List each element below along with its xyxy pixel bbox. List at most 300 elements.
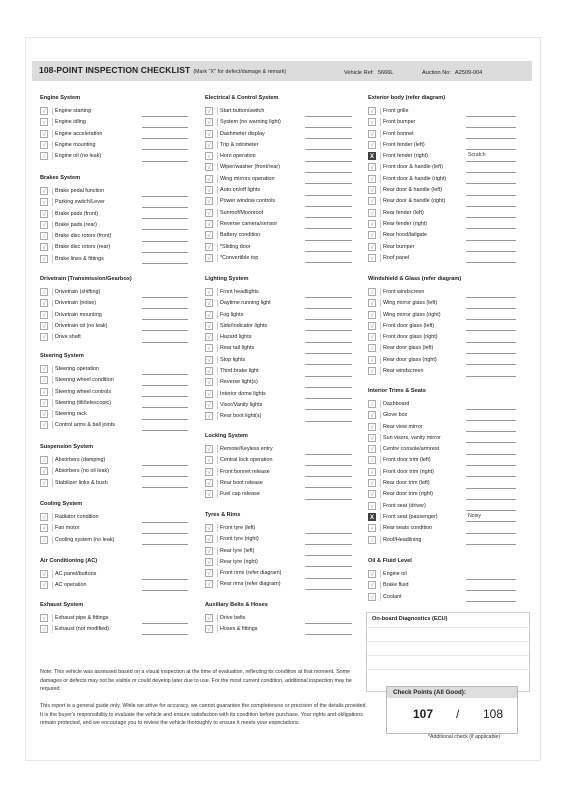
checklist-row (205, 557, 365, 568)
check-mark[interactable]: √ (40, 322, 48, 330)
item-label: Drivetrain (noise) (52, 299, 96, 307)
item-label: Brake pads (front) (52, 210, 98, 218)
check-mark[interactable]: √ (40, 513, 48, 521)
check-mark[interactable]: √ (368, 524, 376, 532)
checklist-row (368, 242, 528, 253)
check-mark[interactable]: √ (368, 536, 376, 544)
item-label: Drivetrain (shifting) (52, 288, 100, 296)
item-label: Rear fender (left) (380, 209, 424, 217)
check-mark[interactable]: √ (205, 107, 213, 115)
remark-line[interactable] (142, 544, 188, 545)
item-label: Front door trim (left) (380, 456, 431, 464)
check-mark[interactable]: √ (40, 288, 48, 296)
remark-line[interactable] (142, 634, 188, 635)
checklist-row (40, 310, 200, 321)
check-mark[interactable]: √ (205, 243, 213, 251)
item-label: Rear door trim (left) (380, 479, 430, 487)
inspection-note: Note: This vehicle was assessed based on a visual inspection at the time of evaluation, reflecting its condition at that moment. Some damages or defects may not be visible or could develop later due to use. For the most current condition, additional inspection may be required. (40, 669, 352, 693)
check-mark[interactable]: √ (205, 456, 213, 464)
check-mark[interactable]: √ (205, 412, 213, 420)
remark-line[interactable] (305, 262, 352, 263)
checklist-row (368, 298, 528, 309)
item-label: Centre console/armrest (380, 445, 439, 453)
checklist-row (368, 433, 528, 444)
checklist-row (205, 230, 365, 241)
checklist-row (40, 332, 200, 343)
item-label: Rear tail lights (217, 344, 254, 352)
check-mark[interactable]: √ (40, 130, 48, 138)
check-mark[interactable]: √ (205, 141, 213, 149)
checklist-row (40, 186, 200, 197)
item-label: Reverse camera/sensor (217, 220, 277, 228)
checklist-row (368, 140, 528, 151)
section-title: Exhaust System (40, 602, 84, 608)
section-title: Engine System (40, 95, 81, 101)
check-mark[interactable]: √ (40, 421, 48, 429)
item-label: Steering operation (52, 365, 99, 373)
checklist-row (40, 364, 200, 375)
check-mark[interactable]: √ (40, 152, 48, 160)
checklist-row (205, 389, 365, 400)
check-mark[interactable]: √ (368, 118, 376, 126)
item-label: Power window controls (217, 197, 275, 205)
check-mark[interactable]: √ (205, 299, 213, 307)
check-mark[interactable]: √ (368, 175, 376, 183)
item-label: *Sliding door (217, 243, 251, 251)
checklist-row (205, 444, 365, 455)
item-label: Front tyre (right) (217, 535, 259, 543)
check-mark[interactable]: √ (40, 467, 48, 475)
item-label: Rear door glass (left) (380, 344, 433, 352)
checklist-row (205, 568, 365, 579)
item-label: Roof panel (380, 254, 409, 262)
checklist-row (40, 140, 200, 151)
item-label: Sun visors, vanity mirror (380, 434, 441, 442)
check-mark[interactable]: √ (368, 490, 376, 498)
check-mark[interactable]: √ (205, 569, 213, 577)
check-mark[interactable]: √ (368, 502, 376, 510)
check-mark[interactable]: √ (40, 221, 48, 229)
check-mark[interactable]: √ (205, 490, 213, 498)
checklist-row (368, 592, 528, 603)
remark-line[interactable] (305, 634, 352, 635)
checklist-row (40, 106, 200, 117)
checklist-section (40, 275, 200, 343)
auction-no-value: A2509-004 (454, 70, 483, 76)
check-mark[interactable]: √ (40, 365, 48, 373)
item-label: Central lock operation (217, 456, 272, 464)
checklist-row (368, 366, 528, 377)
check-mark[interactable]: √ (40, 118, 48, 126)
checklist-row (205, 411, 365, 422)
checklist-row (205, 151, 365, 162)
checklist-row (40, 613, 200, 624)
item-label: Battery condition (217, 231, 260, 239)
item-label: Rear hood/tailgate (380, 231, 427, 239)
checklist-row (40, 375, 200, 386)
check-mark[interactable]: √ (368, 356, 376, 364)
check-mark[interactable]: √ (40, 614, 48, 622)
item-label: Wing mirror glass (left) (380, 299, 437, 307)
item-label: Engine acceleration (52, 130, 102, 138)
checklist-row (205, 546, 365, 557)
checklist-section (205, 601, 365, 636)
item-label: Fuel cap release (217, 490, 260, 498)
check-mark[interactable]: √ (368, 231, 376, 239)
item-label: Rear bumper (380, 243, 414, 251)
checklist-row (40, 209, 200, 220)
section-title: Steering System (40, 353, 84, 359)
item-label: Stop lights (217, 356, 245, 364)
check-mark[interactable]: √ (368, 322, 376, 330)
check-mark[interactable]: √ (368, 593, 376, 601)
remark-line[interactable] (142, 590, 188, 591)
checklist-section (40, 601, 200, 636)
section-title: Windshield & Glass (refer diagram) (368, 276, 462, 282)
item-label: Wiper/washer (front/rear) (217, 163, 280, 171)
check-mark[interactable]: √ (368, 299, 376, 307)
check-mark[interactable]: √ (205, 625, 213, 633)
item-label: Brake disc rotors (front) (52, 232, 111, 240)
item-label: Rear door & handle (left) (380, 186, 442, 194)
checklist-section (205, 94, 365, 264)
check-mark[interactable]: √ (368, 130, 376, 138)
item-label: Drivetrain oil (no leak) (52, 322, 107, 330)
check-mark[interactable]: √ (368, 107, 376, 115)
check-mark[interactable]: √ (40, 187, 48, 195)
item-label: Brake disc rotors (rear) (52, 243, 110, 251)
item-label: Exhaust pipe & fittings (52, 614, 108, 622)
check-mark[interactable]: √ (368, 333, 376, 341)
check-mark[interactable]: √ (40, 311, 48, 319)
item-label: Dashmeter display (217, 130, 265, 138)
defect-mark[interactable]: X (369, 154, 374, 161)
check-mark[interactable]: √ (205, 524, 213, 532)
check-points-separator: / (456, 707, 460, 721)
item-label: Front rims (refer diagram) (217, 569, 281, 577)
checklist-row (205, 253, 365, 264)
obd-divider (367, 627, 529, 628)
check-mark[interactable]: √ (368, 220, 376, 228)
check-mark[interactable]: √ (205, 558, 213, 566)
check-mark[interactable]: √ (368, 468, 376, 476)
checklist-header (32, 61, 532, 81)
item-label: Rear rims (refer diagram) (217, 580, 281, 588)
checklist-row (205, 321, 365, 332)
check-mark[interactable]: √ (40, 299, 48, 307)
item-label: Steering wheel controls (52, 388, 111, 396)
item-label: Engine starting (52, 107, 91, 115)
checklist-row (368, 196, 528, 207)
checklist-row (368, 512, 528, 523)
checklist-row (368, 478, 528, 489)
check-mark[interactable]: √ (368, 209, 376, 217)
check-mark[interactable]: √ (205, 614, 213, 622)
remark-line[interactable] (466, 544, 516, 545)
checklist-row (205, 162, 365, 173)
item-label: Rear boot light(s) (217, 412, 261, 420)
check-mark[interactable]: √ (40, 410, 48, 418)
obd-title: On-board Diagnostics (ECU) (372, 616, 448, 622)
checklist-row (368, 455, 528, 466)
checklist-row (368, 569, 528, 580)
remark-line[interactable] (142, 263, 188, 264)
checklist-row (205, 355, 365, 366)
remark-line[interactable] (142, 161, 188, 162)
checklist-row (40, 298, 200, 309)
check-mark[interactable]: √ (40, 524, 48, 532)
check-points-title: Check Points (All Good): (387, 687, 517, 698)
checklist-row (40, 220, 200, 231)
check-mark[interactable]: √ (40, 243, 48, 251)
checklist-row (40, 624, 200, 635)
checklist-section (368, 387, 528, 546)
check-mark[interactable]: √ (40, 570, 48, 578)
check-mark[interactable]: √ (205, 445, 213, 453)
checklist-row (40, 231, 200, 242)
checklist-row (368, 501, 528, 512)
item-label: Engine mounting (52, 141, 95, 149)
checklist-row (205, 613, 365, 624)
item-label: AC operation (52, 581, 86, 589)
item-label: Front bonnet release (217, 468, 270, 476)
item-label: Front door & handle (right) (380, 175, 446, 183)
item-label: Horn operation (217, 152, 256, 160)
checklist-row (368, 253, 528, 264)
section-title: Air Conditioning (AC) (40, 558, 98, 564)
item-label: Rear door trim (right) (380, 490, 433, 498)
check-mark[interactable]: √ (368, 423, 376, 431)
check-mark[interactable]: √ (205, 220, 213, 228)
item-label: Visor/Vanity lights (217, 401, 262, 409)
check-mark[interactable]: √ (40, 198, 48, 206)
check-mark[interactable]: √ (40, 581, 48, 589)
check-mark[interactable]: √ (40, 210, 48, 218)
check-points-box (386, 686, 518, 734)
checklist-title (39, 65, 286, 75)
item-label: Front windscreen (380, 288, 424, 296)
checklist-row (368, 185, 528, 196)
check-mark[interactable]: √ (40, 107, 48, 115)
checklist-row (368, 162, 528, 173)
check-mark[interactable]: √ (205, 322, 213, 330)
check-mark[interactable]: √ (40, 399, 48, 407)
obd-box (366, 612, 530, 692)
remark-line[interactable] (466, 262, 516, 263)
check-mark[interactable]: √ (368, 367, 376, 375)
check-mark[interactable]: √ (368, 434, 376, 442)
remark-line[interactable] (142, 487, 188, 488)
item-label: Trip & odometer (217, 141, 258, 149)
section-title: Cooling System (40, 501, 83, 507)
checklist-row (205, 287, 365, 298)
item-label: Rear door & handle (right) (380, 197, 445, 205)
disclaimer-note: This report is a general guide only. While we strive for accuracy, we cannot guarantee the completeness or precision of the details provided. It is the buyer's responsibility to evaluate the vehicle and ensure satisfaction with its condition before purchase. Your rights and obligations remain protected, and we encourage you to review the vehicle thoroughly to ensure it meets your expectations. (40, 703, 367, 727)
item-label: Front tyre (left) (217, 524, 255, 532)
check-mark[interactable]: √ (40, 255, 48, 263)
checklist-row (368, 106, 528, 117)
check-mark[interactable]: √ (368, 163, 376, 171)
check-mark[interactable]: √ (40, 625, 48, 633)
checklist-section (40, 443, 200, 489)
check-mark[interactable]: √ (205, 163, 213, 171)
checklist-row (205, 624, 365, 635)
check-mark[interactable]: √ (368, 411, 376, 419)
check-mark[interactable]: √ (205, 401, 213, 409)
item-label: Cooling system (no leak) (52, 536, 114, 544)
checklist-row (205, 140, 365, 151)
checklist-section (40, 500, 200, 546)
title-note: (Mark "X" for defect/damage & remark) (193, 69, 287, 75)
item-label: Steering wheel condition (52, 376, 114, 384)
checklist-row (368, 535, 528, 546)
check-mark[interactable]: √ (205, 254, 213, 262)
item-label: Parking switch/Lever (52, 198, 105, 206)
check-mark[interactable]: √ (40, 388, 48, 396)
check-mark[interactable]: √ (205, 209, 213, 217)
checklist-row (368, 208, 528, 219)
section-title: Oil & Fluid Level (368, 558, 412, 564)
item-label: Fog lights (217, 311, 243, 319)
remark-line[interactable] (305, 589, 352, 590)
check-mark[interactable]: √ (368, 400, 376, 408)
check-mark[interactable]: √ (205, 468, 213, 476)
item-label: Dashboard (380, 400, 409, 408)
check-mark[interactable]: √ (40, 536, 48, 544)
remark-line[interactable] (305, 499, 352, 500)
check-mark[interactable]: √ (205, 367, 213, 375)
item-label: Reverse light(s) (217, 378, 258, 386)
check-mark[interactable]: √ (368, 288, 376, 296)
check-mark[interactable]: √ (205, 580, 213, 588)
check-mark[interactable]: √ (205, 547, 213, 555)
item-label: Front headlights (217, 288, 259, 296)
checklist-row (368, 321, 528, 332)
check-mark[interactable]: √ (368, 479, 376, 487)
check-mark[interactable]: √ (368, 243, 376, 251)
check-mark[interactable]: √ (205, 130, 213, 138)
section-title: Lighting System (205, 276, 249, 282)
checklist-row (205, 117, 365, 128)
check-mark[interactable]: √ (40, 456, 48, 464)
check-mark[interactable]: √ (368, 254, 376, 262)
check-mark[interactable]: √ (205, 535, 213, 543)
checklist-section (368, 557, 528, 603)
checklist-row (368, 399, 528, 410)
item-label: *Convertible top (217, 254, 258, 262)
check-mark[interactable]: √ (205, 152, 213, 160)
checklist-row (205, 174, 365, 185)
item-label: Front door glass (right) (380, 333, 438, 341)
check-mark[interactable]: √ (368, 456, 376, 464)
checklist-row (205, 185, 365, 196)
checklist-row (40, 409, 200, 420)
check-mark[interactable]: √ (40, 479, 48, 487)
check-mark[interactable]: √ (368, 581, 376, 589)
checklist-section (368, 275, 528, 377)
remark-line[interactable] (142, 430, 188, 431)
checklist-row (40, 523, 200, 534)
checklist-row (205, 129, 365, 140)
checklist-row (368, 422, 528, 433)
check-mark[interactable]: √ (205, 344, 213, 352)
section-title: Locking System (205, 433, 248, 439)
item-label: Drive shaft (52, 333, 81, 341)
checklist-section (40, 352, 200, 432)
vehicle-ref-value: 5666L (377, 70, 394, 76)
item-label: Brake lines & fittings (52, 255, 104, 263)
item-label: System (no warning light) (217, 118, 281, 126)
check-mark[interactable]: √ (205, 197, 213, 205)
checklist-row (205, 534, 365, 545)
checklist-row (368, 174, 528, 185)
check-mark[interactable]: √ (40, 232, 48, 240)
item-label: Rear door glass (right) (380, 356, 437, 364)
checklist-row (368, 467, 528, 478)
check-mark[interactable]: √ (368, 141, 376, 149)
check-mark[interactable]: √ (205, 311, 213, 319)
section-title: Exterior body (refer diagram) (368, 95, 446, 101)
checklist-row (368, 444, 528, 455)
checklist-row (368, 523, 528, 534)
check-mark[interactable]: √ (205, 231, 213, 239)
item-label: Stabilizer links & bush (52, 479, 108, 487)
checklist-row (205, 196, 365, 207)
check-mark[interactable]: √ (368, 197, 376, 205)
check-mark[interactable]: √ (205, 288, 213, 296)
defect-mark[interactable]: X (369, 514, 374, 521)
section-title: Interior Trims & Seats (368, 388, 426, 394)
checklist-row (368, 489, 528, 500)
checklist-row (40, 287, 200, 298)
remark-line[interactable] (305, 421, 352, 422)
check-mark[interactable]: √ (368, 311, 376, 319)
remark-line[interactable] (466, 601, 516, 602)
item-label: Rear boot release (217, 479, 263, 487)
check-mark[interactable]: √ (368, 445, 376, 453)
check-mark[interactable]: √ (40, 141, 48, 149)
check-mark[interactable]: √ (205, 356, 213, 364)
check-mark[interactable]: √ (205, 333, 213, 341)
item-label: Rear view mirror (380, 423, 423, 431)
check-mark[interactable]: √ (205, 175, 213, 183)
remark-line[interactable] (142, 342, 188, 343)
check-mark[interactable]: √ (205, 378, 213, 386)
check-mark[interactable]: √ (368, 570, 376, 578)
check-mark[interactable]: √ (205, 186, 213, 194)
check-mark[interactable]: √ (368, 186, 376, 194)
item-label: Front seat (passenger) (380, 513, 438, 521)
item-label: Front door trim (right) (380, 468, 434, 476)
remark-line[interactable] (466, 376, 516, 377)
check-mark[interactable]: √ (205, 390, 213, 398)
item-label: Glove box (380, 411, 407, 419)
check-mark[interactable]: √ (40, 376, 48, 384)
remark-text: Scratch (468, 152, 486, 159)
check-mark[interactable]: √ (205, 479, 213, 487)
item-label: Rear tyre (right) (217, 558, 258, 566)
check-mark[interactable]: √ (40, 333, 48, 341)
checklist-row (40, 478, 200, 489)
checklist-row (40, 455, 200, 466)
checklist-row (205, 478, 365, 489)
check-mark[interactable]: √ (205, 118, 213, 126)
checklist-row (205, 366, 365, 377)
item-label: Wing mirror glass (right) (380, 311, 441, 319)
item-label: Rear windscreen (380, 367, 423, 375)
check-mark[interactable]: √ (368, 344, 376, 352)
checklist-row (205, 400, 365, 411)
